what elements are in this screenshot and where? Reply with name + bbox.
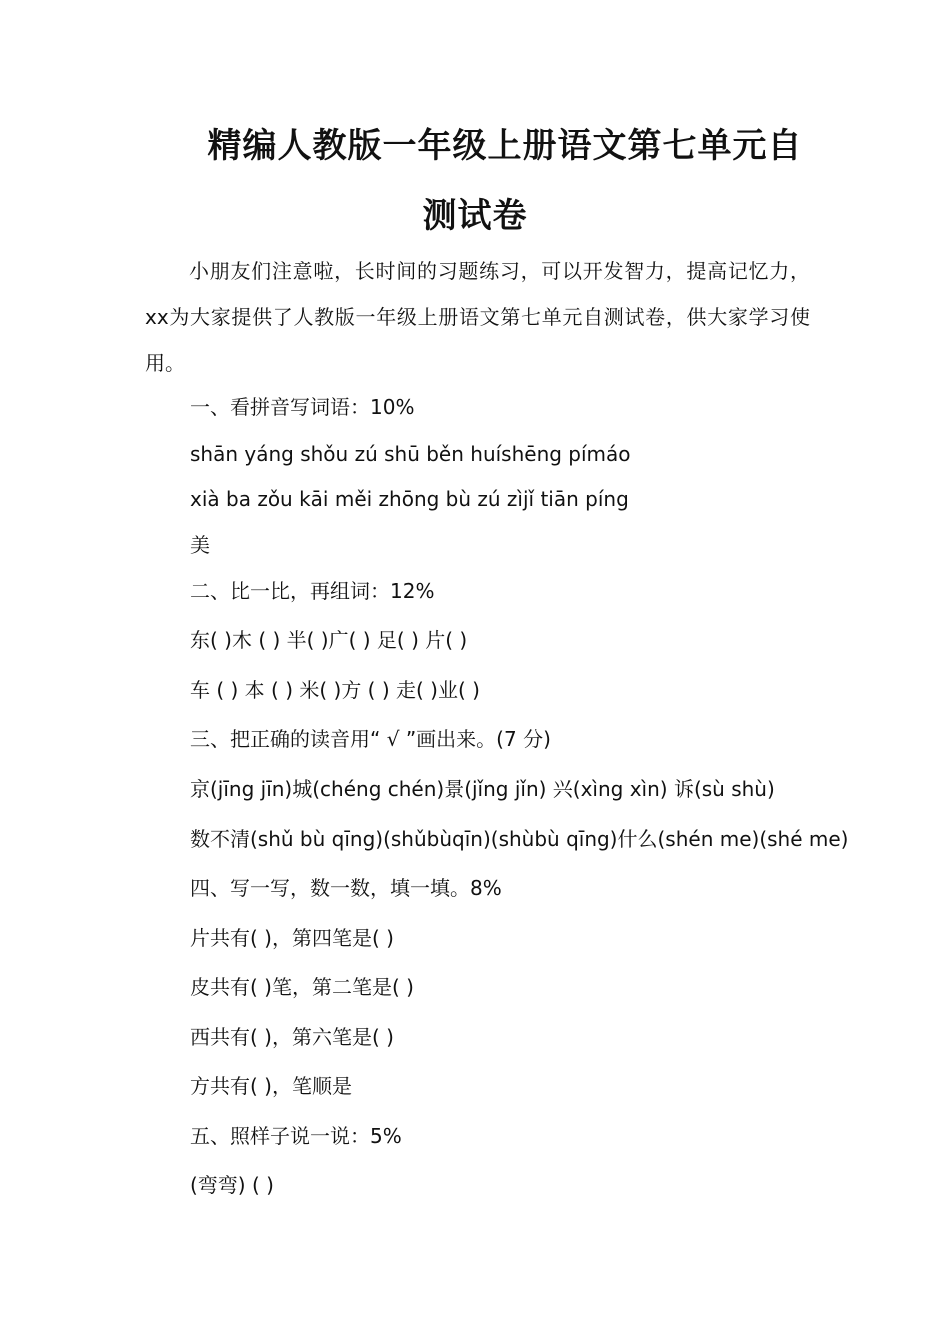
section-2-heading: 二、比一比，再组词：12% [190,579,435,603]
stroke-line-3: 西共有( )，第六笔是( ) [190,1025,394,1049]
section-5-heading: 五、照样子说一说：5% [190,1124,402,1148]
example-line: (弯弯) ( ) [190,1173,274,1197]
reading-line-1: 京(jīng jīn)城(chéng chén)景(jǐng jǐn) 兴(xìng xìn) 诉(sù shù) [190,777,775,801]
pinyin-line-1: shān yáng shǒu zú shū běn huíshēng pímáo [190,442,631,466]
compare-line-2: 车 ( ) 本 ( ) 米( )方 ( ) 走( )业( ) [190,678,480,702]
stroke-line-4: 方共有( )，笔顺是 [190,1074,352,1098]
reading-line-2: 数不清(shǔ bù qīng)(shǔbùqīn)(shùbù qīng)什么(shén me)(shé me) [190,827,849,851]
stroke-line-1: 片共有( )，第四笔是( ) [190,926,394,950]
section-3-heading: 三、把正确的读音用“ √ ”画出来。(7 分) [190,727,551,751]
stroke-line-2: 皮共有( )笔，第二笔是( ) [190,975,414,999]
intro-paragraph: 小朋友们注意啦，长时间的习题练习，可以开发智力，提高记忆力，xx为大家提供了人教版一年级上册语文第七单元自测试卷，供大家学习使用。 [145,259,810,375]
answer-line: 美 [190,533,210,557]
document-title-line-2: 测试卷 [422,196,528,236]
document-title-line-1: 精编人教版一年级上册语文第七单元自 [207,126,803,166]
compare-line-1: 东( )木 ( ) 半( )广( ) 足( ) 片( ) [190,628,468,652]
pinyin-line-2: xià ba zǒu kāi měi zhōng bù zú zìjǐ tiān píng [190,487,629,511]
section-1-heading: 一、看拼音写词语：10% [190,395,415,419]
section-4-heading: 四、写一写，数一数，填一填。8% [190,876,502,900]
